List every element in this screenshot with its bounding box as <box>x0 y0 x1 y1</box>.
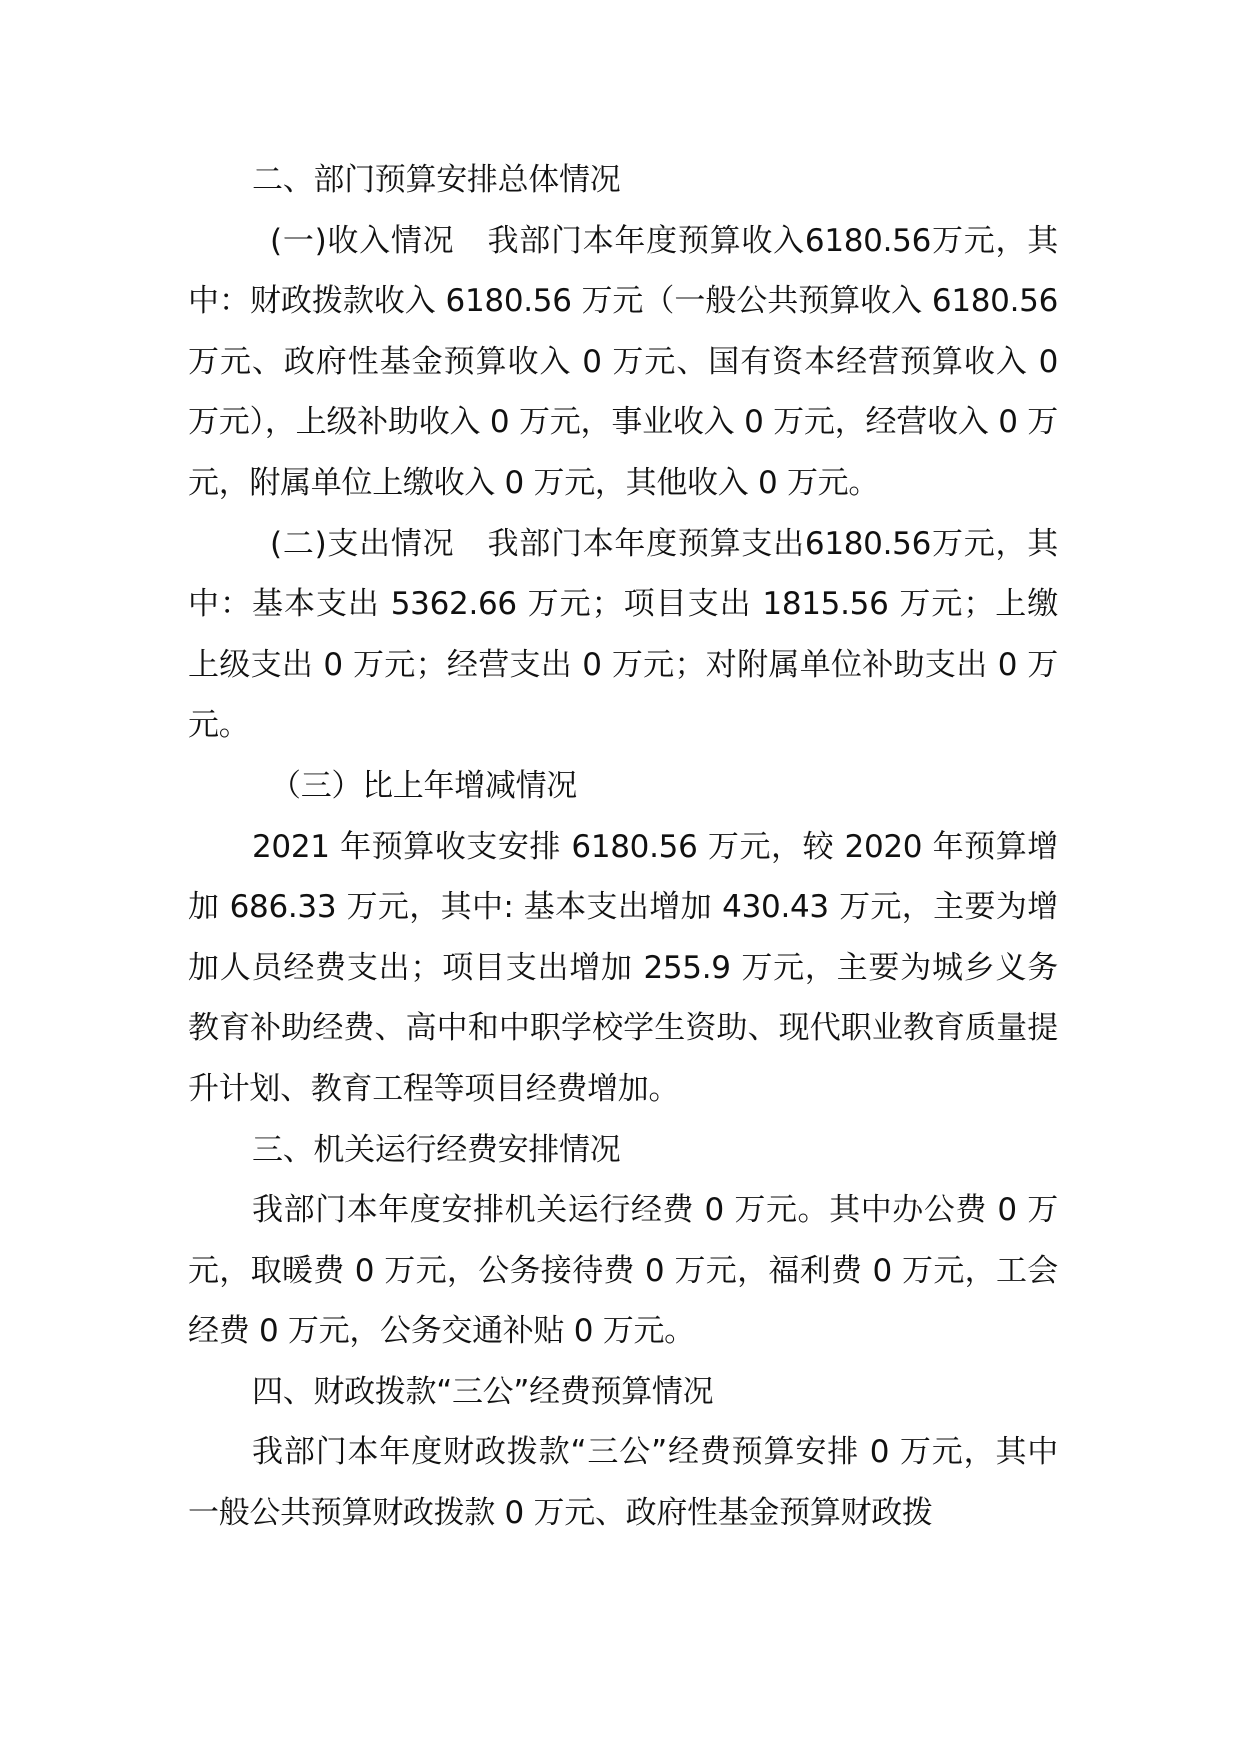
subheading-year-change: （三）比上年增减情况 <box>270 767 577 804</box>
subheading-income: (一)收入情况 <box>270 222 455 259</box>
section-heading-three-public-expenses: 四、财政拨款“三公”经费预算情况 <box>252 1373 714 1410</box>
income-text: 我部门本年度预算收入6180.56万元，其中：财政拨款收入 6180.56 万元（一般公共预算收入 6180.56 万元、政府性基金预算收入 0 万元、国有资本经营预算收入 0 万元），上级补助收入 0 万元，事业收入 0 万元，经营收入 0 万元，附属单位上缴收入 0 万元，其他收入 0 万元。 <box>188 222 1058 501</box>
paragraph-year-change: 2021 年预算收支安排 6180.56 万元，较 2020 年预算增加 686.33 万元，其中: 基本支出增加 430.43 万元，主要为增加人员经费支出；项目支出增加 255.9 万元，主要为城乡义务教育补助经费、高中和中职学校学生资助、现代职业教育质量提升计划、教育工程等项目经费增加。 <box>188 828 1058 1107</box>
paragraph-three-public-expenses: 我部门本年度财政拨款“三公”经费预算安排 0 万元，其中一般公共预算财政拨款 0 万元、政府性基金预算财政拨 <box>188 1434 1058 1532</box>
paragraph-income <box>188 211 1058 514</box>
section-heading-budget-overview: 二、部门预算安排总体情况 <box>252 162 621 198</box>
paragraph-operating-expenses: 我部门本年度安排机关运行经费 0 万元。其中办公费 0 万元，取暖费 0 万元，公务接待费 0 万元，福利费 0 万元，工会经费 0 万元，公务交通补贴 0 万元。 <box>188 1192 1058 1350</box>
paragraph-expenditure <box>188 514 1058 756</box>
subheading-expenditure: (二)支出情况 <box>270 525 455 562</box>
document-page <box>188 150 1058 1544</box>
expenditure-text: 我部门本年度预算支出6180.56万元，其中：基本支出 5362.66 万元；项目支出 1815.56 万元；上缴上级支出 0 万元；经营支出 0 万元；对附属单位补助支出 0 万元。 <box>188 525 1058 744</box>
section-heading-operating-expenses: 三、机关运行经费安排情况 <box>252 1131 621 1168</box>
